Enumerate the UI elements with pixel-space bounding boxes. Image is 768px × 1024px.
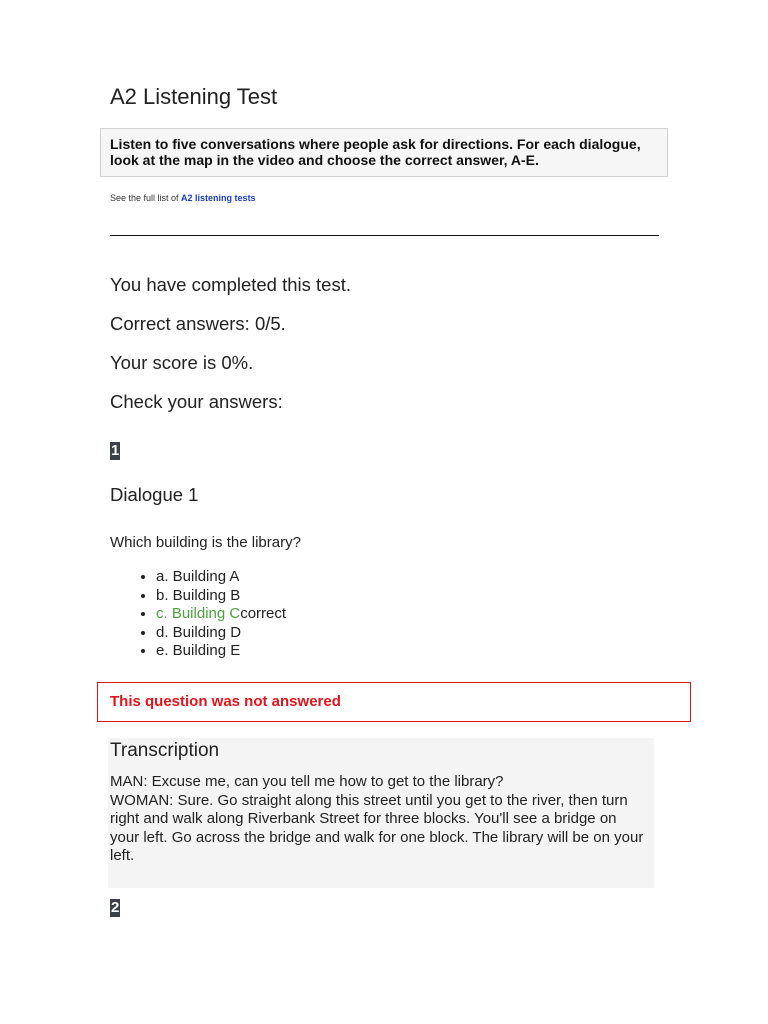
- option-b: • b. Building B: [156, 587, 286, 606]
- page-title: A2 Listening Test: [110, 84, 278, 109]
- transcription-panel: [108, 738, 654, 888]
- option-c-label: c. Building C: [156, 605, 241, 622]
- divider: [110, 235, 659, 236]
- transcription-text: [110, 773, 646, 866]
- question-text: Which building is the library?: [110, 534, 301, 551]
- transcription-line-man: MAN: Excuse me, can you tell me how to get to the library?: [110, 773, 504, 790]
- instructions-box: Listen to five conversations where people ask for directions. For each dialogue, look at the map in the video and choose the correct answer, A-E.: [100, 128, 668, 177]
- transcription-line-woman: WOMAN: Sure. Go straight along this street until you get to the river, then turn right and walk along Riverbank Street for three blocks. You'll see a bridge on your left. Go across the bridge and walk for one block. The library will be on your left.: [110, 791, 644, 864]
- answer-options-list: [130, 568, 286, 661]
- transcription-title: Transcription: [110, 740, 220, 761]
- dialogue-title: Dialogue 1: [110, 484, 199, 505]
- see-list-prefix: See the full list of: [110, 193, 182, 203]
- a2-listening-tests-link[interactable]: A2 listening tests: [181, 193, 256, 203]
- see-full-list-text: [110, 193, 256, 203]
- option-a: • a. Building A: [156, 568, 286, 587]
- score-percent: Your score is 0%.: [110, 352, 254, 373]
- option-c: [156, 605, 286, 624]
- correct-answers-count: Correct answers: 0/5.: [110, 313, 286, 334]
- check-answers-heading: Check your answers:: [110, 391, 283, 412]
- correct-tag: correct: [240, 605, 287, 622]
- question-number-badge: 2: [111, 899, 120, 916]
- not-answered-alert: This question was not answered: [97, 682, 691, 722]
- option-e: • e. Building E: [156, 642, 286, 661]
- completed-message: You have completed this test.: [110, 274, 351, 295]
- question-number-badge: 1: [111, 442, 120, 459]
- option-d: • d. Building D: [156, 624, 286, 643]
